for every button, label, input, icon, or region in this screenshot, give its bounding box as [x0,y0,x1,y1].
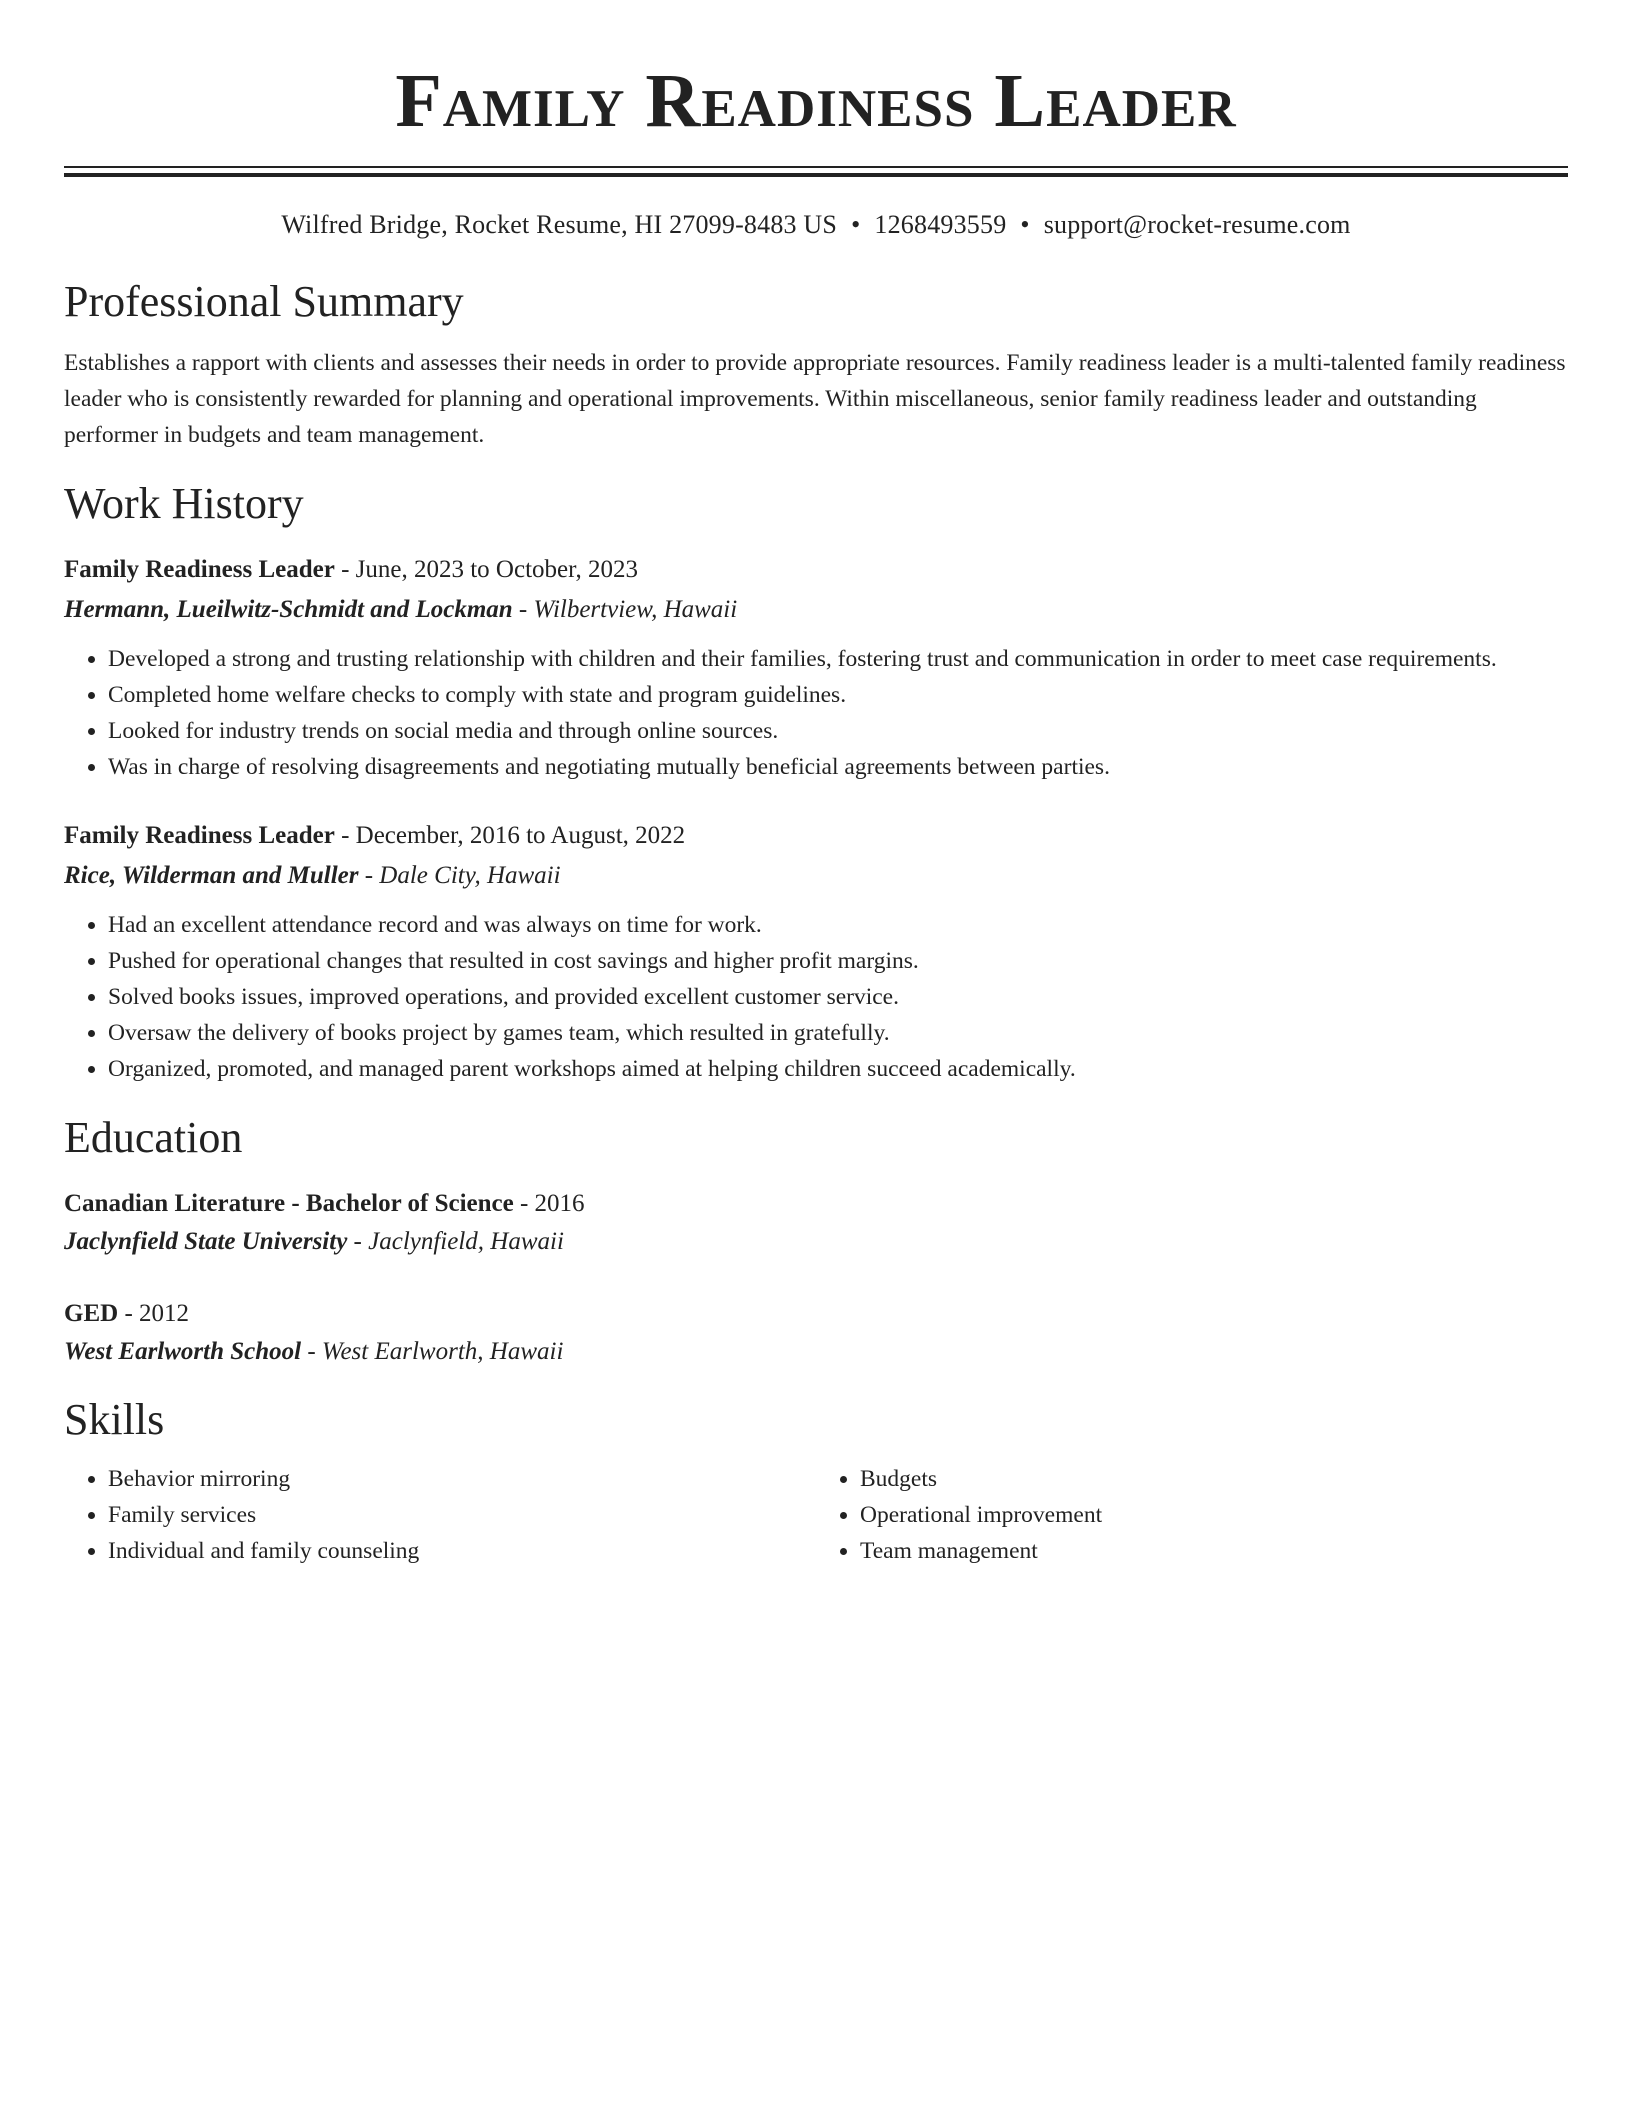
education-degree: Canadian Literature - Bachelor of Science [64,1190,514,1217]
summary-section [64,277,1568,453]
skill-item: • Operational improvement [860,1497,1568,1533]
education-header [64,1297,1568,1331]
skills-section [64,1395,1568,1569]
skills-heading: Skills [64,1395,165,1444]
education-header [64,1187,1568,1221]
contact-email: support@rocket-resume.com [1043,210,1351,239]
job-entry [64,819,1568,1087]
skills-grid [64,1461,1568,1569]
job-location: - Wilbertview, Hawaii [512,596,738,623]
job-company: Hermann, Lueilwitz-Schmidt and Lockman [64,596,513,623]
job-bullet: • Was in charge of resolving disagreements and negotiating mutually beneficial agreements between parties. [108,749,1568,785]
job-bullets [64,907,1568,1087]
education-school-line [64,1335,1568,1369]
skill-item: • Family services [108,1497,816,1533]
education-section [64,1113,1568,1369]
job-dates: - December, 2016 to August, 2022 [334,822,686,849]
education-year: - 2012 [118,1300,190,1327]
job-bullet: • Organized, promoted, and managed parent workshops aimed at helping children succeed academically. [108,1051,1568,1087]
skill-item: • Budgets [860,1461,1568,1497]
job-bullets [64,641,1568,785]
skill-item: • Team management [860,1533,1568,1569]
skills-column-right [816,1461,1568,1569]
contact-address: Wilfred Bridge, Rocket Resume, HI 27099-8483 US [281,210,838,239]
job-bullet: • Pushed for operational changes that resulted in cost savings and higher profit margins. [108,943,1568,979]
education-school: West Earlworth School [64,1338,302,1365]
education-heading: Education [64,1113,243,1162]
job-company: Rice, Wilderman and Muller [64,862,359,889]
resume-title: Family Readiness Leader [395,59,1237,143]
education-entry [64,1297,1568,1369]
education-entry [64,1187,1568,1259]
contact-separator: • [1020,210,1030,239]
job-bullet: • Oversaw the delivery of books project by games team, which resulted in gratefully. [108,1015,1568,1051]
skills-column-left [64,1461,816,1569]
work-history-heading: Work History [64,479,304,528]
job-bullet: • Had an excellent attendance record and was always on time for work. [108,907,1568,943]
contact-phone: 1268493559 [874,210,1007,239]
summary-heading: Professional Summary [64,277,464,326]
education-location: - West Earlworth, Hawaii [301,1338,564,1365]
summary-text: Establishes a rapport with clients and assesses their needs in order to provide appropriate resources. Family readiness leader is a multi-talented family readiness leader who is consistently rewarded for planning and operational improvements. Within miscellaneous, senior family readiness leader and outstanding performer in budgets and team management. [64,350,1566,448]
title-divider-thick [64,173,1568,177]
job-location: - Dale City, Hawaii [358,862,561,889]
job-title: Family Readiness Leader [64,556,335,583]
job-bullet: • Completed home welfare checks to comply with state and program guidelines. [108,677,1568,713]
job-bullet: • Looked for industry trends on social media and through online sources. [108,713,1568,749]
job-employer [64,593,1568,627]
job-header [64,819,1568,853]
education-location: - Jaclynfield, Hawaii [347,1228,564,1255]
title-divider-thin [64,166,1568,168]
job-bullet: • Solved books issues, improved operations, and provided excellent customer service. [108,979,1568,1015]
education-school-line [64,1225,1568,1259]
job-entry [64,553,1568,785]
job-title: Family Readiness Leader [64,822,335,849]
education-year: - 2016 [513,1190,585,1217]
work-history-section [64,479,1568,1087]
job-header [64,553,1568,587]
skill-item: • Behavior mirroring [108,1461,816,1497]
job-bullet: • Developed a strong and trusting relationship with children and their families, fostering trust and communication in order to meet case requirements. [108,641,1568,677]
contact-line [64,210,1568,240]
education-degree: GED [64,1300,119,1327]
skill-item: • Individual and family counseling [108,1533,816,1569]
job-dates: - June, 2023 to October, 2023 [334,556,638,583]
job-employer [64,859,1568,893]
contact-separator: • [851,210,861,239]
education-school: Jaclynfield State University [64,1228,348,1255]
